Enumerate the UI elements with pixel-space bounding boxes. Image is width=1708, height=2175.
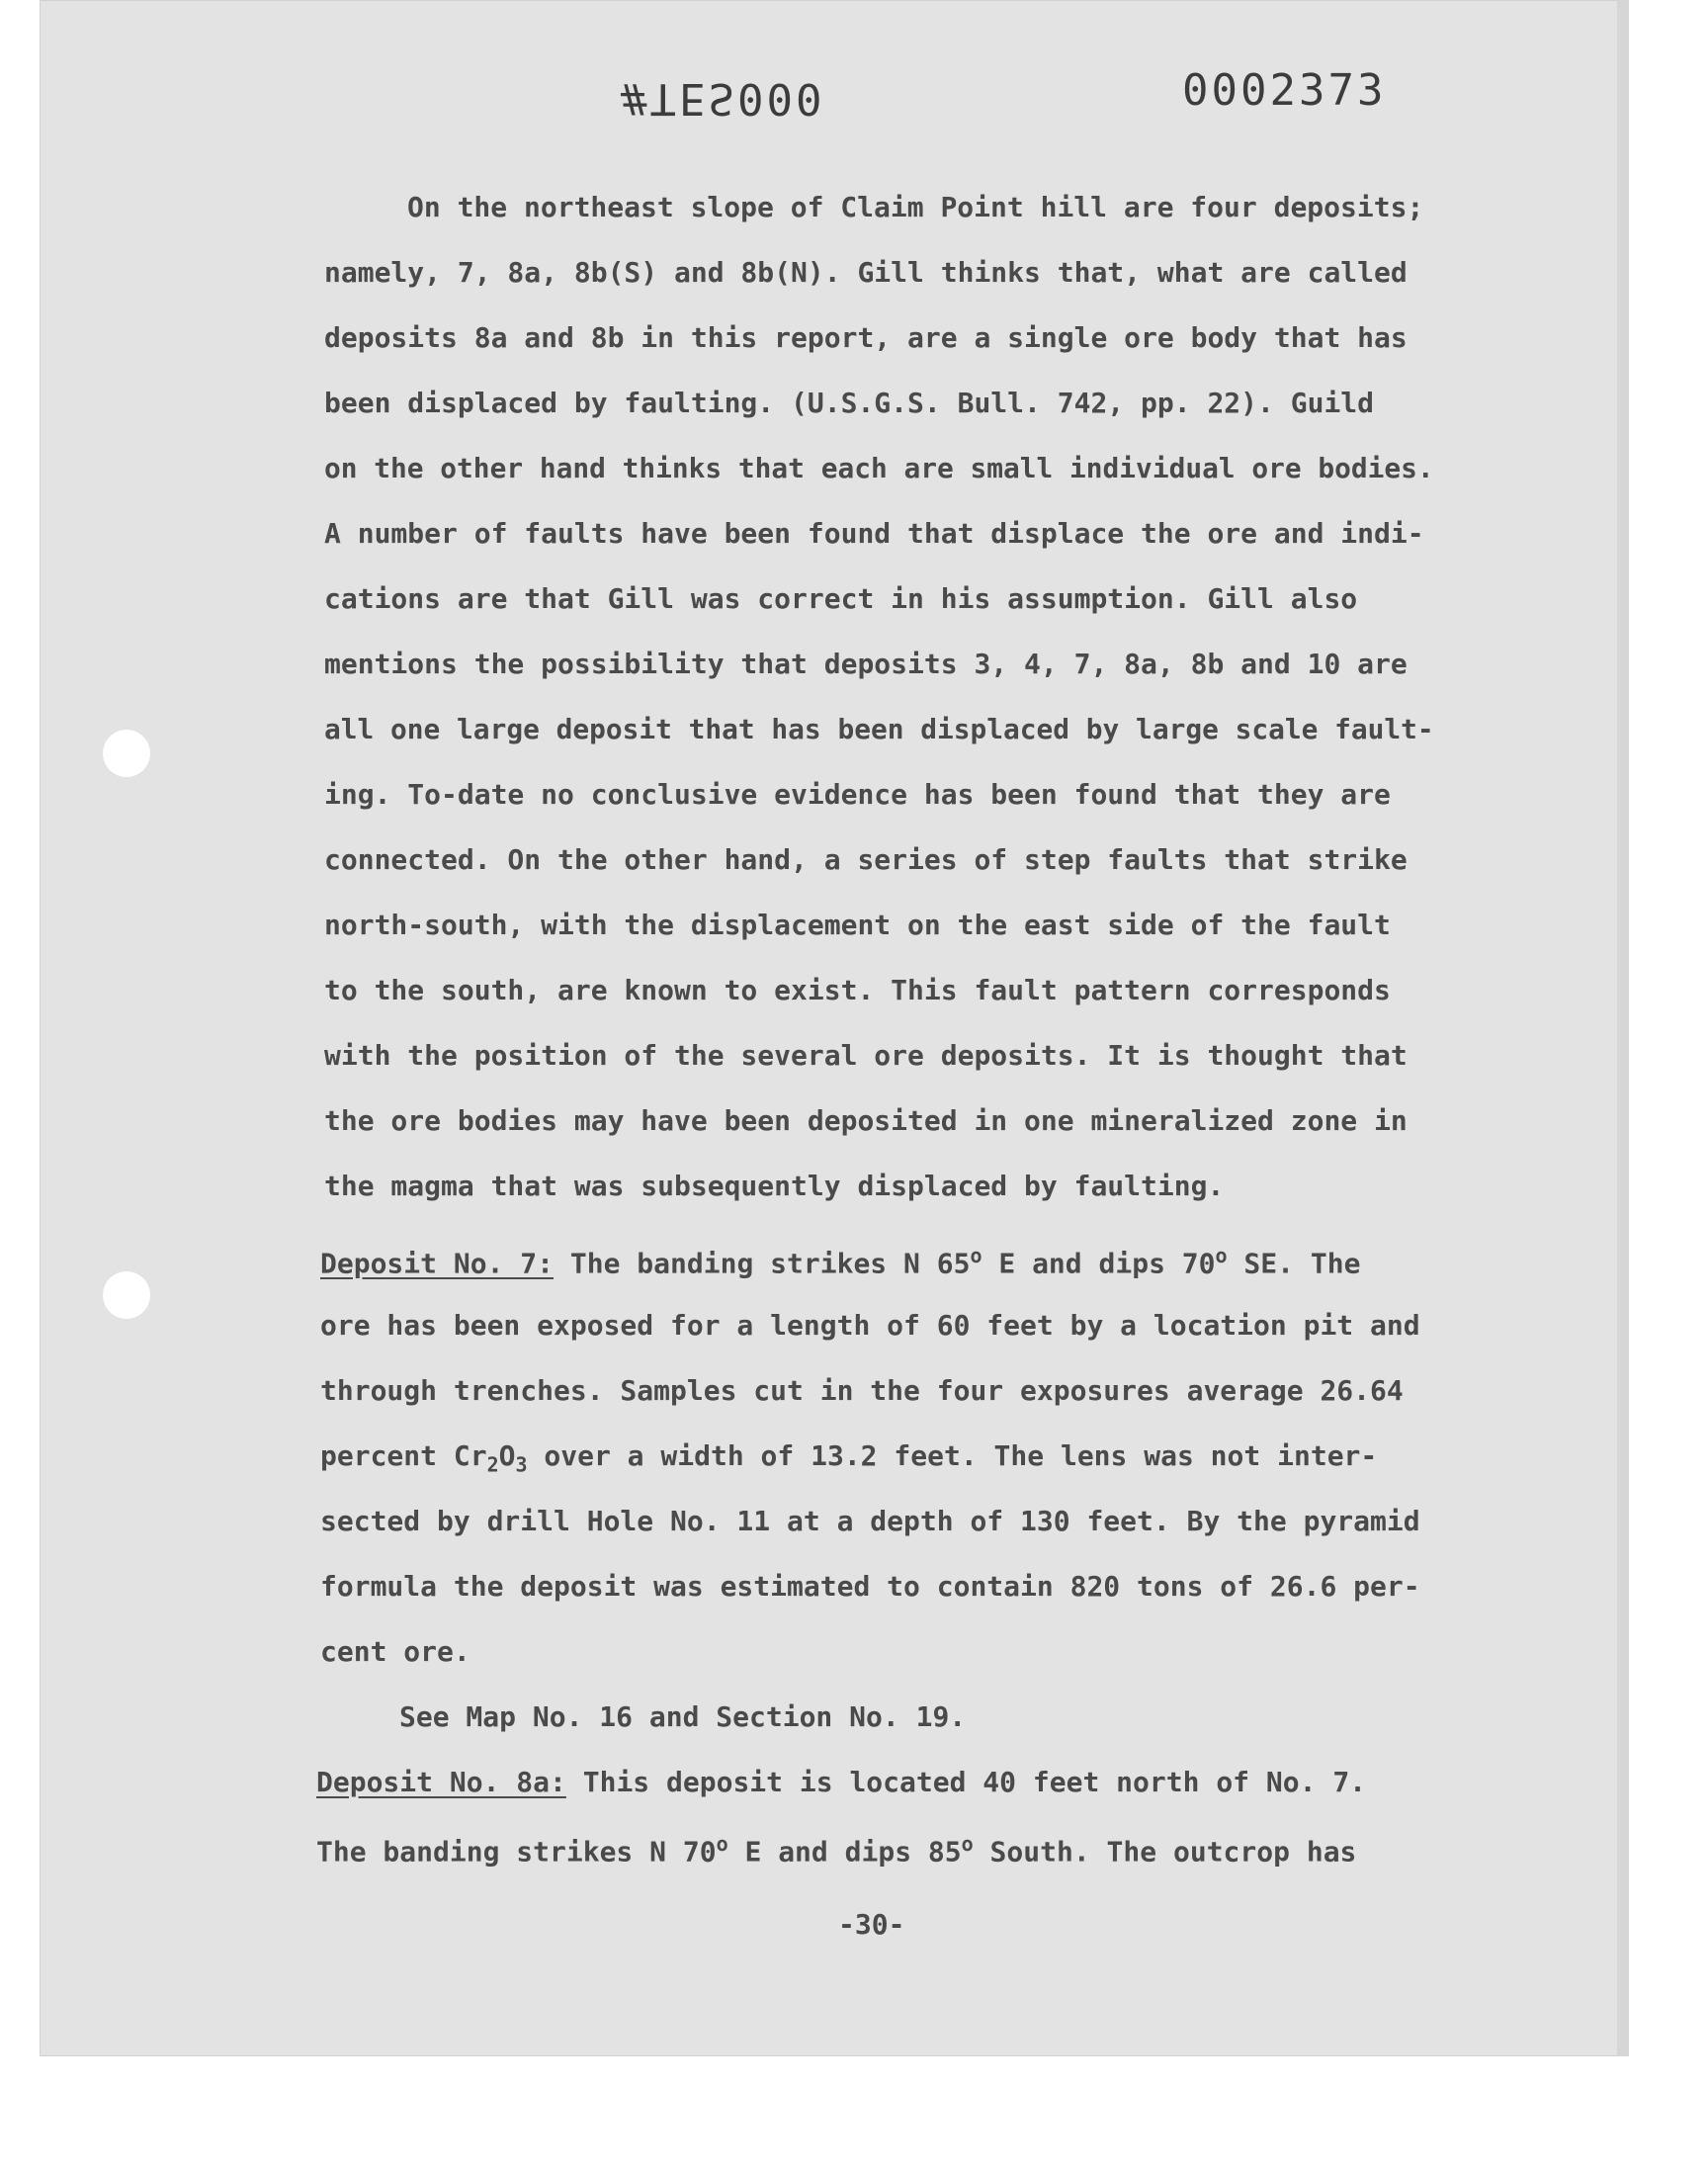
paragraph-line: on the other hand thinks that each are small individual ore bodies. xyxy=(324,452,1434,484)
deposit-7-line-7: cent ore. xyxy=(320,1635,470,1668)
deposit-8a-text-c: South. The outcrop has xyxy=(973,1835,1357,1869)
deposit-8a-text-b: E and dips 85 xyxy=(727,1835,962,1869)
paragraph-line: ing. To-date no conclusive evidence has been found that they are xyxy=(324,778,1391,811)
paragraph-line: On the northeast slope of Claim Point hill are four deposits; xyxy=(407,191,1424,223)
page-edge-shadow xyxy=(1617,0,1629,2056)
subscript-3: 3 xyxy=(515,1452,528,1477)
deposit-8a-text-a: The banding strikes N 70 xyxy=(316,1835,717,1869)
degree-mark: o xyxy=(1215,1244,1228,1267)
paragraph-line: all one large deposit that has been displaced by large scale fault- xyxy=(324,713,1434,745)
paragraph-line: to the south, are known to exist. This fault pattern corresponds xyxy=(324,974,1391,1006)
punch-hole-upper xyxy=(103,730,150,777)
paragraph-line: A number of faults have been found that displace the ore and indi- xyxy=(324,517,1424,550)
paragraph-line: namely, 7, 8a, 8b(S) and 8b(N). Gill thinks that, what are called xyxy=(324,256,1408,289)
deposit-7-text-a: The banding strikes N 65 xyxy=(569,1247,971,1280)
deposit-7-line-1 xyxy=(320,1244,1361,1280)
deposit-7-line-3: through trenches. Samples cut in the four exposures average 26.64 xyxy=(320,1374,1404,1407)
deposit-8a-line-1 xyxy=(316,1766,1367,1798)
subscript-2: 2 xyxy=(486,1452,499,1477)
scanned-page xyxy=(40,0,1629,2056)
see-map-line: See Map No. 16 and Section No. 19. xyxy=(399,1700,967,1733)
punch-hole-lower xyxy=(103,1271,150,1319)
page-stamp-inverted: #TES000 xyxy=(621,73,825,124)
deposit-7-text-o: O xyxy=(498,1439,516,1472)
deposit-7-text-width: over a width of 13.2 feet. The lens was not inter- xyxy=(527,1439,1378,1472)
deposit-8a-heading: Deposit No. 8a: xyxy=(316,1766,566,1798)
deposit-7-line-6: formula the deposit was estimated to contain 820 tons of 26.6 per- xyxy=(320,1570,1420,1603)
deposit-7-heading: Deposit No. 7: xyxy=(320,1247,555,1280)
deposit-7-text-percent: percent Cr xyxy=(320,1439,487,1472)
deposit-7-text-c: SE. The xyxy=(1227,1247,1361,1280)
deposit-7-line-5: sected by drill Hole No. 11 at a depth of 130 feet. By the pyramid xyxy=(320,1505,1420,1537)
paragraph-line: deposits 8a and 8b in this report, are a single ore body that has xyxy=(324,321,1408,354)
deposit-7-line-4 xyxy=(320,1439,1378,1477)
paragraph-line: connected. On the other hand, a series of step faults that strike xyxy=(324,843,1408,876)
paragraph-line: mentions the possibility that deposits 3, 4, 7, 8a, 8b and 10 are xyxy=(324,648,1408,680)
page-stamp-number: 0002373 xyxy=(1182,65,1387,116)
paragraph-line: north-south, with the displacement on the east side of the fault xyxy=(324,909,1391,941)
paragraph-line: the ore bodies may have been deposited in one mineralized zone in xyxy=(324,1104,1408,1137)
deposit-7-line-2: ore has been exposed for a length of 60 feet by a location pit and xyxy=(320,1309,1420,1342)
deposit-7-text-b: E and dips 70 xyxy=(982,1247,1216,1280)
deposit-8a-line-2 xyxy=(316,1832,1357,1869)
paragraph-line: been displaced by faulting. (U.S.G.S. Bull. 742, pp. 22). Guild xyxy=(324,387,1375,419)
paragraph-line: the magma that was subsequently displaced by faulting. xyxy=(324,1170,1225,1202)
deposit-8a-text: This deposit is located 40 feet north of No. 7. xyxy=(565,1766,1367,1798)
degree-mark: o xyxy=(716,1832,728,1856)
paragraph-line: with the position of the several ore deposits. It is thought that xyxy=(324,1039,1408,1072)
page-number: -30- xyxy=(838,1908,905,1941)
degree-mark: o xyxy=(970,1244,982,1267)
paragraph-line: cations are that Gill was correct in his assumption. Gill also xyxy=(324,582,1358,615)
degree-mark: o xyxy=(961,1832,974,1856)
